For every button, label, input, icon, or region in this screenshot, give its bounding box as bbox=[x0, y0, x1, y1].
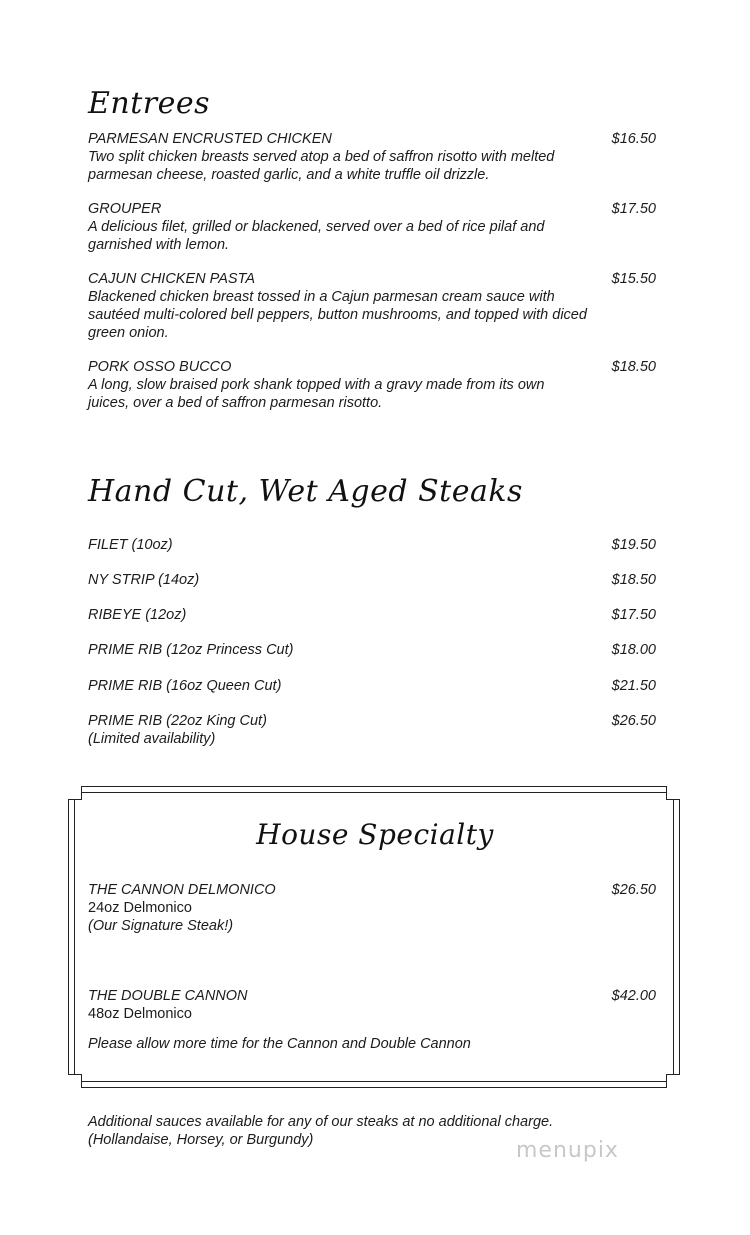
item-price: $42.00 bbox=[611, 988, 656, 1004]
item-description: Blackened chicken breast tossed in a Cajun parmesan cream sauce with sautéed multi-colored bell peppers, button mushrooms, and topped with diced green onion. bbox=[88, 289, 587, 341]
item-price: $16.50 bbox=[611, 131, 656, 147]
specialty-note: Please allow more time for the Cannon and Double Cannon bbox=[88, 1036, 471, 1052]
menu-item-prime-rib-king bbox=[88, 712, 656, 748]
item-price: $17.50 bbox=[611, 607, 656, 623]
frame-corner bbox=[666, 1074, 680, 1088]
menu-item-filet bbox=[88, 536, 656, 554]
item-price: $21.50 bbox=[611, 678, 656, 694]
menu-item-ribeye bbox=[88, 606, 656, 624]
item-price: $17.50 bbox=[611, 201, 656, 217]
menu-item-pork-osso-bucco bbox=[88, 358, 656, 412]
item-description: 48oz Delmonico bbox=[88, 1006, 192, 1022]
menu-item-cajun-chicken-pasta bbox=[88, 270, 656, 342]
menu-item-double-cannon bbox=[88, 987, 656, 1023]
specialty-heading: House Specialty bbox=[256, 818, 494, 851]
item-price: $18.50 bbox=[611, 572, 656, 588]
item-name: CAJUN CHICKEN PASTA bbox=[88, 271, 256, 287]
item-name: PRIME RIB (12oz Princess Cut) bbox=[88, 642, 294, 658]
item-name: FILET (10oz) bbox=[88, 537, 173, 553]
item-name: PORK OSSO BUCCO bbox=[88, 359, 232, 375]
item-description: (Our Signature Steak!) bbox=[88, 918, 234, 934]
item-description: 24oz Delmonico bbox=[88, 900, 192, 916]
item-description: (Limited availability) bbox=[88, 731, 216, 747]
menu-item-grouper bbox=[88, 200, 656, 254]
item-price: $26.50 bbox=[611, 713, 656, 729]
menu-item-prime-rib-princess bbox=[88, 641, 656, 659]
item-name: NY STRIP (14oz) bbox=[88, 572, 200, 588]
item-name: THE DOUBLE CANNON bbox=[88, 988, 248, 1004]
frame-corner bbox=[68, 786, 82, 800]
item-price: $26.50 bbox=[611, 882, 656, 898]
item-name: THE CANNON DELMONICO bbox=[88, 882, 276, 898]
item-description: Two split chicken breasts served atop a bed of saffron risotto with melted parmesan cheese, roasted garlic, and a white truffle oil drizzle. bbox=[88, 149, 555, 183]
item-name: PARMESAN ENCRUSTED CHICKEN bbox=[88, 131, 332, 147]
frame-corner bbox=[68, 1074, 82, 1088]
steaks-heading: Hand Cut, Wet Aged Steaks bbox=[88, 474, 523, 509]
sauces-list: (Hollandaise, Horsey, or Burgundy) bbox=[88, 1132, 314, 1148]
menu-item-ny-strip bbox=[88, 571, 656, 589]
menu-item-parmesan-chicken bbox=[88, 130, 656, 184]
frame-corner bbox=[666, 786, 680, 800]
sauces-note: Additional sauces available for any of our steaks at no additional charge. bbox=[88, 1114, 554, 1130]
entrees-heading: Entrees bbox=[88, 86, 211, 121]
item-price: $18.00 bbox=[611, 642, 656, 658]
watermark-logo: menupix bbox=[516, 1138, 619, 1163]
menu-item-prime-rib-queen bbox=[88, 677, 656, 695]
item-name: GROUPER bbox=[88, 201, 162, 217]
item-price: $18.50 bbox=[611, 359, 656, 375]
item-price: $15.50 bbox=[611, 271, 656, 287]
item-price: $19.50 bbox=[611, 537, 656, 553]
item-name: PRIME RIB (16oz Queen Cut) bbox=[88, 678, 282, 694]
menu-item-cannon-delmonico bbox=[88, 881, 656, 935]
item-name: RIBEYE (12oz) bbox=[88, 607, 187, 623]
item-description: A delicious filet, grilled or blackened, served over a bed of rice pilaf and garnished with lemon. bbox=[88, 219, 545, 253]
item-description: A long, slow braised pork shank topped with a gravy made from its own juices, over a bed of saffron parmesan risotto. bbox=[88, 377, 545, 411]
item-name: PRIME RIB (22oz King Cut) bbox=[88, 713, 267, 729]
